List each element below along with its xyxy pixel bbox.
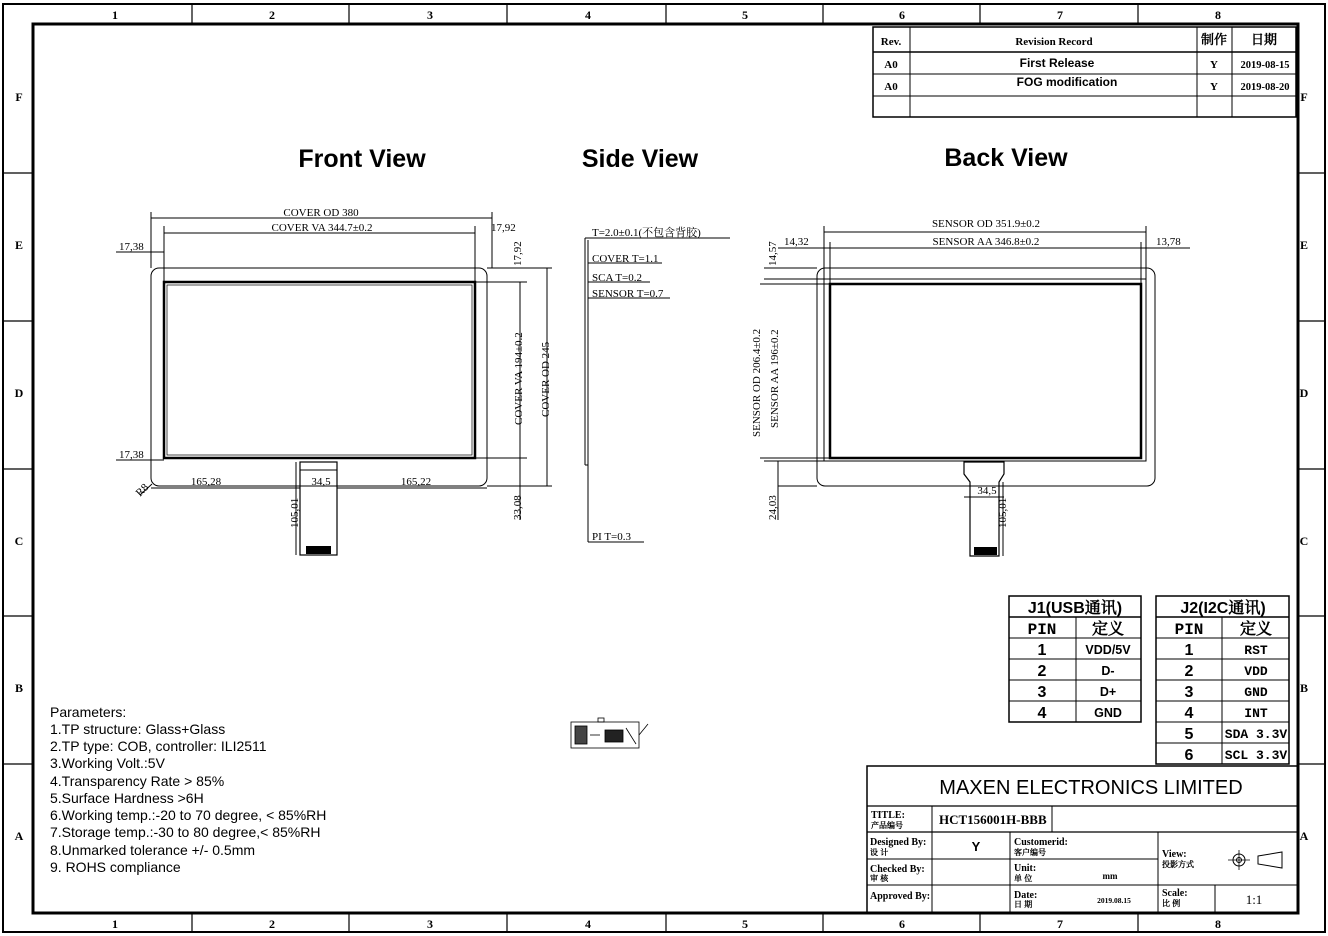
row-label: D <box>1299 386 1309 400</box>
j1-title: J1(USB通讯) <box>1027 600 1123 617</box>
date-cell: 2019-08-15 <box>1240 60 1290 71</box>
parameter-item: 5.Surface Hardness >6H <box>50 790 204 806</box>
parameter-item: 1.TP structure: Glass+Glass <box>50 721 226 737</box>
j2-def: RST <box>1244 643 1268 658</box>
part-number: HCT156001H-BBB <box>939 812 1047 827</box>
made-cell: Y <box>1210 59 1218 71</box>
col-label: 6 <box>899 8 905 22</box>
customer-label: Customerid: <box>1014 837 1068 848</box>
dim-back-right: 13,78 <box>1156 236 1181 248</box>
j2-def: INT <box>1244 706 1268 721</box>
j2-pin: 2 <box>1184 663 1194 680</box>
dim-radius: R8 <box>133 481 152 500</box>
j2-pin: 1 <box>1184 642 1194 659</box>
j1-table <box>1009 596 1141 722</box>
back-cover-outline <box>817 268 1155 486</box>
dim-total-thickness: T=2.0±0.1(不包含背胶) <box>592 227 701 239</box>
back-sensor-aa <box>830 284 1141 458</box>
unit-label: Unit: <box>1014 863 1037 874</box>
side-view-title: Side View <box>581 145 699 173</box>
record-header: Revision Record <box>1015 36 1093 48</box>
col-label: 3 <box>427 917 433 931</box>
made-cell: Y <box>1210 81 1218 93</box>
scale-value: 1:1 <box>1245 892 1263 907</box>
dim-back-fpc-width: 34,5 <box>977 485 997 497</box>
designed-cn: 设 计 <box>870 848 889 857</box>
j2-table <box>1156 596 1289 764</box>
row-label: A <box>14 829 24 843</box>
dim-cover-od: COVER OD 380 <box>283 207 359 219</box>
col-label: 6 <box>899 917 905 931</box>
date-cell: 2019-08-20 <box>1240 82 1290 93</box>
parameter-item: 6.Working temp.:-20 to 70 degree, < 85%RH <box>50 807 327 823</box>
rev-header: Rev. <box>880 36 902 48</box>
j2-pin: 6 <box>1184 747 1194 764</box>
j1-pin-header: PIN <box>1027 621 1057 639</box>
dim-sensor-od: SENSOR OD 351.9±0.2 <box>931 218 1041 230</box>
rev-cell: A0 <box>884 59 898 71</box>
j1-def: D+ <box>1099 685 1117 699</box>
dim-bottom-left: 165,28 <box>190 476 222 488</box>
parameter-item: 7.Storage temp.:-30 to 80 degree,< 85%RH <box>50 824 321 840</box>
approved-label: Approved By: <box>870 891 931 902</box>
fpc-sketch <box>571 718 648 748</box>
designed-value: Y <box>971 839 981 854</box>
grid-row-ticks <box>3 173 1325 764</box>
dim-right-vert: 17,92 <box>512 241 524 266</box>
j2-pin: 3 <box>1184 684 1194 701</box>
row-label: C <box>1299 534 1309 548</box>
j1-def-header: 定义 <box>1091 621 1125 638</box>
j1-pin: 1 <box>1037 642 1047 659</box>
front-va-rect <box>164 282 475 458</box>
row-label: E <box>1299 238 1309 252</box>
row-label: F <box>1300 90 1308 104</box>
j1-def: GND <box>1094 706 1122 720</box>
row-label: B <box>14 681 24 695</box>
dim-fpc-len: 105,01 <box>289 497 301 528</box>
dim-right-top: 17,92 <box>491 222 516 234</box>
checked-cn: 审 核 <box>870 874 889 883</box>
view-cn: 投影方式 <box>1162 860 1194 869</box>
row-label: E <box>14 238 24 252</box>
col-label: 1 <box>112 917 118 931</box>
dim-back-top: 14,57 <box>767 241 779 266</box>
customer-cn: 客户编号 <box>1014 848 1046 857</box>
j2-pin: 4 <box>1184 705 1194 722</box>
date-label: Date: <box>1014 890 1038 901</box>
j2-pin: 5 <box>1184 726 1194 743</box>
col-label: 8 <box>1215 917 1221 931</box>
row-label: B <box>1299 681 1309 695</box>
j2-def: SCL 3.3V <box>1224 748 1288 763</box>
dim-sensor-aa: SENSOR AA 346.8±0.2 <box>932 236 1040 248</box>
dim-left-top: 17,38 <box>119 241 144 253</box>
dim-left-bottom: 17,38 <box>119 449 144 461</box>
col-label: 7 <box>1057 917 1063 931</box>
projection-trapezoid <box>1258 852 1282 868</box>
col-label: 7 <box>1057 8 1063 22</box>
dim-sensor-aa-height: SENSOR AA 196±0.2 <box>769 329 781 428</box>
j1-def: VDD/5V <box>1085 643 1131 657</box>
unit-cn: 单 位 <box>1014 874 1033 883</box>
view-label: View: <box>1162 849 1187 860</box>
front-view-drawing <box>116 212 552 555</box>
j2-title: J2(I2C通讯) <box>1180 600 1266 617</box>
row-label: C <box>14 534 24 548</box>
parameter-item: 9. ROHS compliance <box>50 859 181 875</box>
dim-va-height: COVER VA 194±0.2 <box>513 332 525 425</box>
title-label: TITLE: <box>871 810 905 821</box>
j1-def: D- <box>1101 664 1115 678</box>
revision-table <box>873 27 1296 117</box>
dim-od-height: COVER OD 245 <box>540 341 552 417</box>
parameter-item: 4.Transparency Rate > 85% <box>50 773 225 789</box>
j2-def: VDD <box>1244 664 1268 679</box>
row-label: F <box>15 90 23 104</box>
dim-sensor-thickness: SENSOR T=0.7 <box>592 288 664 300</box>
parameters-title: Parameters: <box>50 704 127 720</box>
dim-back-fpc-len: 105,01 <box>997 497 1009 528</box>
col-label: 4 <box>585 917 591 931</box>
col-label: 2 <box>269 8 275 22</box>
dim-bottom-right: 165,22 <box>400 476 432 488</box>
made-header: 制作 <box>1200 32 1228 47</box>
j1-pin: 4 <box>1037 705 1047 722</box>
front-view-title: Front View <box>298 145 426 173</box>
parameters <box>50 704 326 875</box>
dim-pi-thickness: PI T=0.3 <box>592 531 632 543</box>
j2-def: GND <box>1244 685 1268 700</box>
scale-cn: 比 例 <box>1162 899 1181 908</box>
col-label: 2 <box>269 917 275 931</box>
company-name: MAXEN ELECTRONICS LIMITED <box>939 777 1243 799</box>
row-label: D <box>14 386 24 400</box>
dim-bottom-margin: 33,08 <box>512 495 524 520</box>
unit-value: mm <box>1102 871 1118 881</box>
dim-cover-thickness: COVER T=1.1 <box>592 253 659 265</box>
col-label: 4 <box>585 8 591 22</box>
record-cell: First Release <box>1019 56 1095 70</box>
side-dim-labels <box>592 225 701 543</box>
dim-back-bottom: 24,03 <box>767 495 779 520</box>
dim-sca-thickness: SCA T=0.2 <box>592 272 643 284</box>
date-cn: 日 期 <box>1014 900 1033 909</box>
parameter-item: 3.Working Volt.:5V <box>50 755 165 771</box>
dim-fpc-width: 34,5 <box>311 476 331 488</box>
dim-back-left: 14,32 <box>784 236 809 248</box>
back-dim-labels <box>751 218 1181 528</box>
title-label-cn: 产品编号 <box>871 821 903 830</box>
designed-label: Designed By: <box>870 837 927 848</box>
col-label: 1 <box>112 8 118 22</box>
col-label: 3 <box>427 8 433 22</box>
col-label: 5 <box>742 917 748 931</box>
j2-def-header: 定义 <box>1239 621 1273 638</box>
front-cover-outline <box>151 268 487 486</box>
row-label: A <box>1299 829 1309 843</box>
back-view-drawing <box>760 226 1190 556</box>
checked-label: Checked By: <box>870 864 925 875</box>
scale-label: Scale: <box>1162 888 1188 899</box>
dim-cover-va: COVER VA 344.7±0.2 <box>271 222 373 234</box>
back-sensor-od <box>824 279 1146 461</box>
parameter-item: 2.TP type: COB, controller: ILI2511 <box>50 738 267 754</box>
col-label: 8 <box>1215 8 1221 22</box>
dim-sensor-od-height: SENSOR OD 206.4±0.2 <box>751 328 763 437</box>
title-block-text <box>870 777 1262 909</box>
date-header: 日期 <box>1250 32 1278 47</box>
j1-pin: 2 <box>1037 663 1047 680</box>
date-value: 2019.08.15 <box>1097 896 1131 905</box>
col-label: 5 <box>742 8 748 22</box>
j2-def: SDA 3.3V <box>1224 727 1288 742</box>
parameter-item: 8.Unmarked tolerance +/- 0.5mm <box>50 842 256 858</box>
j1-pin: 3 <box>1037 684 1047 701</box>
record-cell: FOG modification <box>1016 75 1118 89</box>
back-view-title: Back View <box>944 144 1068 172</box>
j2-pin-header: PIN <box>1174 621 1204 639</box>
rev-cell: A0 <box>884 81 898 93</box>
